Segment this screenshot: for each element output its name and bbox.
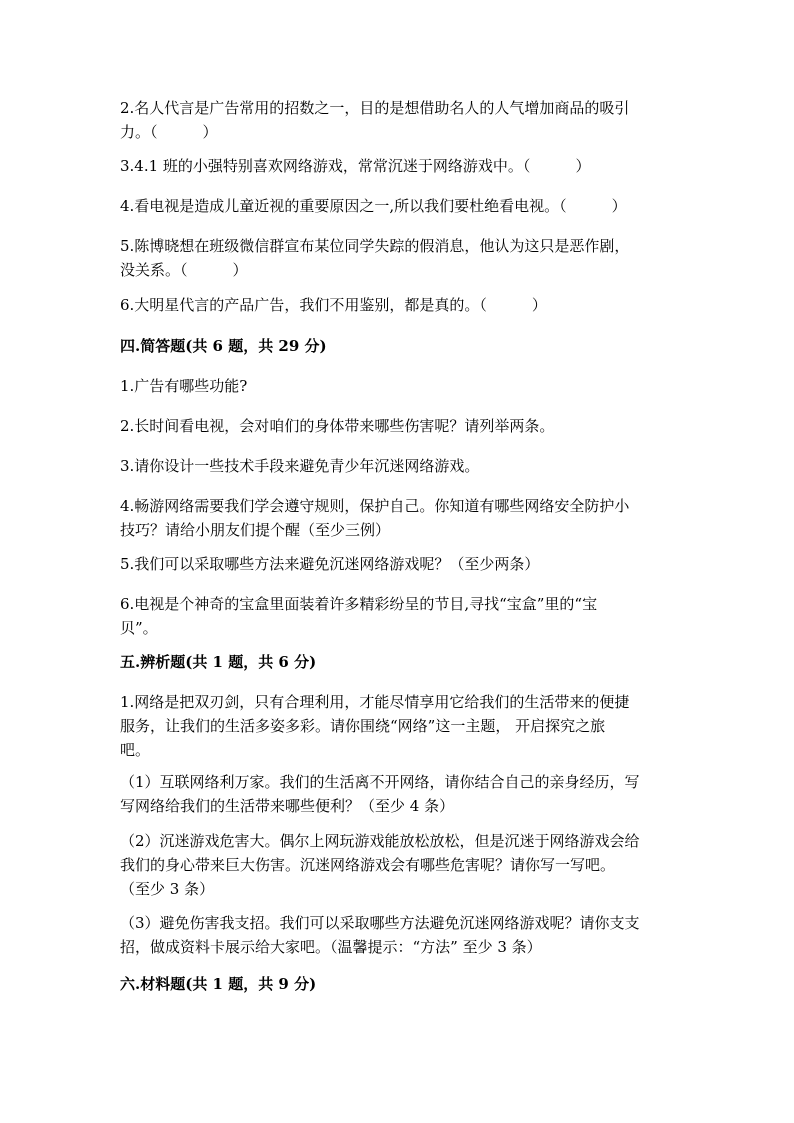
- text-line: 6.大明星代言的产品广告，我们不用鉴别，都是真的。（ ）: [120, 296, 547, 314]
- text-line: 服务，让我们的生活多姿多彩。请你围绕“网络”这一主题， 开启探究之旅: [120, 717, 606, 735]
- text-line: 4.畅游网络需要我们学会遵守规则，保护自己。你知道有哪些网络安全防护小: [120, 497, 630, 515]
- text-line: 招，做成资料卡展示给大家吧。（温馨提示：“方法” 至少 3 条）: [120, 938, 542, 956]
- text-line: 5.陈博晓想在班级微信群宣布某位同学失踪的假消息，他认为这只是恶作剧，: [120, 237, 630, 255]
- question-5-1-part-3: [120, 911, 680, 959]
- text-line: 吧。: [120, 741, 151, 759]
- text-line: 2.名人代言是广告常用的招数之一，目的是想借助名人的人气增加商品的吸引: [120, 99, 630, 117]
- text-line: 5.我们可以采取哪些方法来避免沉迷网络游戏呢？（至少两条）: [120, 555, 540, 573]
- text-line: 1.网络是把双刃剑，只有合理利用，才能尽情享用它给我们的生活带来的便捷: [120, 693, 630, 711]
- text-line: 技巧？请给小朋友们提个醒（至少三例）: [120, 521, 391, 539]
- question-3-6: [120, 293, 680, 317]
- question-3-2: [120, 96, 680, 144]
- text-line: 贝”。: [120, 619, 158, 637]
- section-5-heading: 五.辨析题(共 1 题，共 6 分): [120, 653, 317, 671]
- text-line: （1）互联网络利万家。我们的生活离不开网络，请你结合自己的亲身经历，写: [120, 773, 640, 791]
- question-4-3: [120, 454, 680, 478]
- text-line: 3.请你设计一些技术手段来避免青少年沉迷网络游戏。: [120, 457, 480, 475]
- text-line: （3）避免伤害我支招。我们可以采取哪些方法避免沉迷网络游戏呢？请你支支: [120, 914, 640, 932]
- question-4-6: [120, 592, 680, 640]
- question-3-5: [120, 234, 680, 282]
- text-line: 没关系。（ ）: [120, 261, 248, 279]
- text-line: （2）沉迷游戏危害大。偶尔上网玩游戏能放松放松，但是沉迷于网络游戏会给: [120, 832, 640, 850]
- question-5-1-part-2: [120, 829, 680, 901]
- question-4-5: [120, 552, 680, 576]
- question-3-4: [120, 194, 680, 218]
- text-line: 2.长时间看电视，会对咱们的身体带来哪些伤害呢？请列举两条。: [120, 417, 555, 435]
- text-line: 力。（ ）: [120, 123, 218, 141]
- question-5-1-part-1: [120, 770, 680, 818]
- question-3-3: [120, 154, 680, 178]
- text-line: （至少 3 条）: [120, 880, 215, 898]
- text-line: 写网络给我们的生活带来哪些便利？（至少 4 条）: [120, 797, 455, 815]
- text-line: 3.4.1 班的小强特别喜欢网络游戏，常常沉迷于网络游戏中。（ ）: [120, 157, 591, 175]
- question-4-4: [120, 494, 680, 542]
- question-4-1: [120, 374, 680, 398]
- text-line: 6.电视是个神奇的宝盒里面装着许多精彩纷呈的节目,寻找“宝盒”里的“宝: [120, 595, 598, 613]
- text-line: 我们的身心带来巨大伤害。沉迷网络游戏会有哪些危害呢？请你写一写吧。: [120, 856, 616, 874]
- text-line: 1.广告有哪些功能?: [120, 377, 248, 395]
- section-6-heading: 六.材料题(共 1 题，共 9 分): [120, 975, 317, 993]
- question-5-1: [120, 690, 680, 762]
- text-line: 4.看电视是造成儿童近视的重要原因之一,所以我们要杜绝看电视。（ ）: [120, 197, 627, 215]
- question-4-2: [120, 414, 680, 438]
- section-4-heading: 四.简答题(共 6 题，共 29 分): [120, 337, 327, 355]
